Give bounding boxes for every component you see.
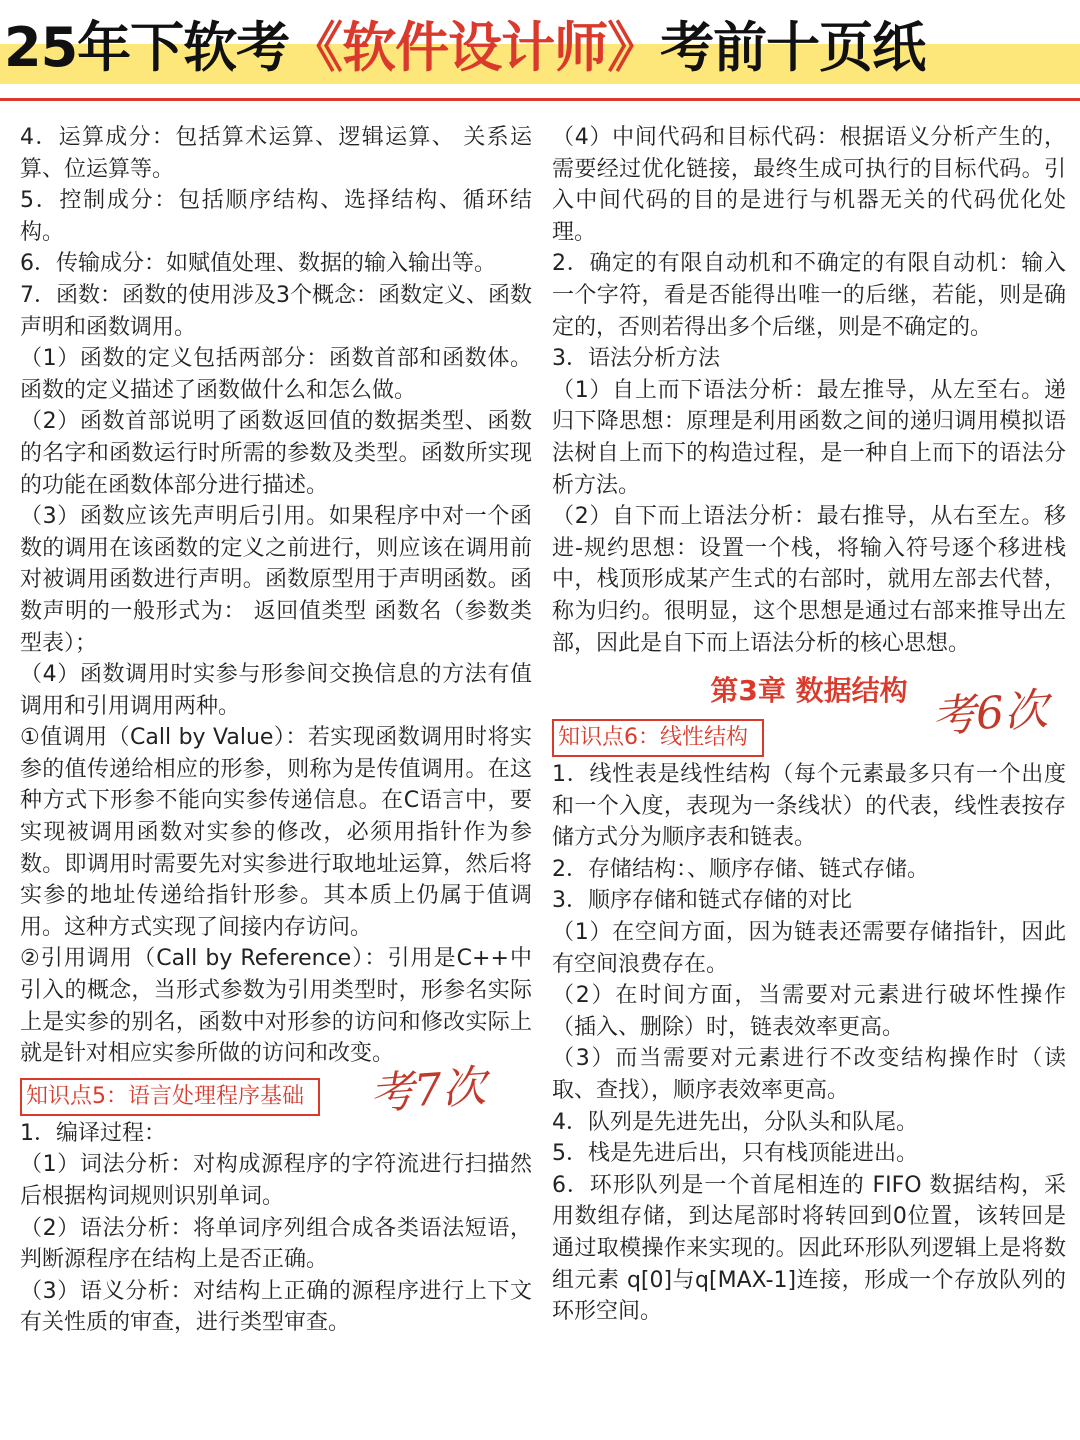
- paragraph: （1）在空间方面，因为链表还需要存储指针，因此有空间浪费存在。: [552, 920, 1066, 977]
- paragraph: ①值调用（Call by Value）：若实现函数调用时将实参的值传递给相应的形参，则称为是传值调用。在这种方式下形参不能向实参传递信息。在C语言中，要实现被调用函数对实参的修改，必须用指针作为参数。即调用时需要先对实参进行取地址运算，然后将实参的地址传递给指针形参。其本质上仍属于值调用。这种方式实现了间接内存访问。: [20, 725, 532, 940]
- kp5-handwritten-note: 考7次: [368, 1060, 488, 1120]
- title-suffix: 考前十页纸: [660, 16, 926, 79]
- paragraph: （1）函数的定义包括两部分：函数首部和函数体。函数的定义描述了函数做什么和怎么做。: [20, 346, 532, 403]
- paragraph: 2．存储结构：、顺序存储、链式存储。: [552, 856, 929, 882]
- paragraph: （1）词法分析：对构成源程序的字符流进行扫描然后根据构词规则识别单词。: [20, 1152, 532, 1209]
- paragraph: （1）自上而下语法分析：最左推导，从左至右。递归下降思想：原理是利用函数之间的递归调用模拟语法树自上而下的构造过程，是一种自上而下的语法分析方法。: [552, 377, 1066, 498]
- paragraph: （4）中间代码和目标代码：根据语义分析产生的，需要经过优化链接，最终生成可执行的目标代码。引入中间代码的目的是进行与机器无关的代码优化处理。: [552, 125, 1066, 245]
- page-header: [0, 0, 1080, 96]
- header-divider: [0, 98, 1080, 101]
- knowledge-point-6-label: 知识点6：线性结构: [552, 719, 764, 757]
- paragraph: 3．顺序存储和链式存储的对比: [552, 888, 852, 914]
- paragraph: （2）自下而上语法分析：最右推导，从右至左。移进-规约思想：设置一个栈，将输入符号逐个移进栈中，栈顶形成某产生式的右部时，就用左部去代替，称为归约。很明显，这个思想是通过右部来推导出左部，因此是自下而上语法分析的核心思想。: [552, 504, 1066, 656]
- knowledge-point-5-label: 知识点5：语言处理程序基础: [20, 1078, 320, 1116]
- paragraph: 4．运算成分：包括算术运算、逻辑运算、 关系运算、位运算等。: [20, 125, 532, 182]
- paragraph: 5．控制成分：包括顺序结构、选择结构、循环结构。: [20, 188, 532, 245]
- title-prefix: 25年下软考: [4, 16, 290, 79]
- paragraph: （2）在时间方面，当需要对元素进行破坏性操作（插入、删除）时，链表效率更高。: [552, 983, 1066, 1040]
- chapter-title: 第3章 数据结构: [710, 674, 908, 708]
- paragraph: 4．队列是先进先出，分队头和队尾。: [552, 1109, 918, 1135]
- paragraph: （3）函数应该先声明后引用。如果程序中对一个函数的调用在该函数的定义之前进行，则应该在调用前对被调用函数进行声明。函数原型用于声明函数。函数声明的一般形式为： 返回值类型 函数名（参数类型表）；: [20, 504, 532, 656]
- title-accent: 《软件设计师》: [289, 16, 661, 79]
- paragraph: （3）语义分析：对结构上正确的源程序进行上下文有关性质的审查，进行类型审查。: [20, 1278, 532, 1336]
- right-column: [552, 122, 1066, 1438]
- paragraph: 3．语法分析方法: [552, 346, 720, 372]
- page-title: [4, 6, 1080, 90]
- paragraph: 6．传输成分：如赋值处理、数据的输入输出等。: [20, 251, 496, 277]
- paragraph: 5．栈是先进后出，只有栈顶能进出。: [552, 1141, 918, 1167]
- paragraph: 6．环形队列是一个首尾相连的 FIFO 数据结构，采用数组存储，到达尾部时将转回到0位置，该转回是通过取模操作来实现的。因此环形队列逻辑上是将数组元素 q[0]与q[MAX-1]连接，形成一个存放队列的环形空间。: [552, 1172, 1066, 1325]
- paragraph: ②引用调用（Call by Reference）：引用是C++中引入的概念，当形式参数为引用类型时，形参名实际上是实参的别名，函数中对形参的访问和修改实际上就是针对相应实参所做的访问和改变。: [20, 946, 532, 1067]
- left-column: [20, 122, 532, 1438]
- paragraph: 1．线性表是线性结构（每个元素最多只有一个出度和一个入度，表现为一条线状）的代表，线性表按存储方式分为顺序表和链表。: [552, 762, 1066, 851]
- paragraph: 1．编译过程：: [20, 1120, 166, 1146]
- knowledge-point-5-row: [20, 1060, 532, 1120]
- paragraph: 7．函数：函数的使用涉及3个概念：函数定义、函数声明和函数调用。: [20, 282, 532, 340]
- paragraph: （2）语法分析：将单词序列组合成各类语法短语，判断源程序在结构上是否正确。: [20, 1215, 532, 1273]
- paragraph: （3）而当需要对元素进行不改变结构操作时（读取、查找），顺序表效率更高。: [552, 1046, 1066, 1104]
- paragraph: 2．确定的有限自动机和不确定的有限自动机：输入一个字符，看是否能得出唯一的后继，若能，则是确定的，否则若得出多个后继，则是不确定的。: [552, 251, 1066, 340]
- kp6-handwritten-note: 考6次: [930, 684, 1050, 744]
- paragraph: （2）函数首部说明了函数返回值的数据类型、函数的名字和函数运行时所需的参数及类型。函数所实现的功能在函数体部分进行描述。: [20, 409, 532, 498]
- paragraph: （4）函数调用时实参与形参间交换信息的方法有值调用和引用调用两种。: [20, 662, 532, 719]
